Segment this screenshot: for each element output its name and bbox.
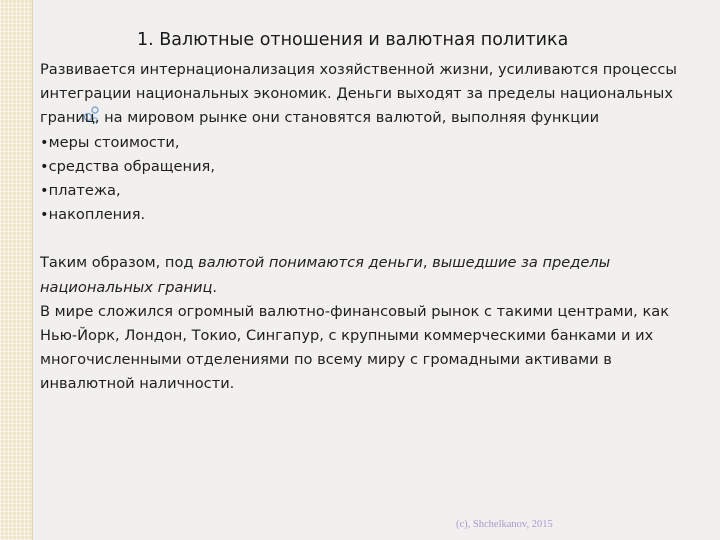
intro-paragraph: Развивается интернационализация хозяйственной жизни, усиливаются процессы интеграции национальных экономик. Деньги выходят за пределы национальных границ, на мировом рынке они становятся валютой, выполняя функции [40,61,677,127]
definition-emphasis-1: валютой понимаются деньги [198,254,423,272]
functions-list [40,131,700,228]
definition-period: . [212,278,218,296]
slide-title: 1. Валютные отношения и валютная политика [137,30,569,50]
paragraph-gap [40,227,700,251]
side-pattern [0,0,32,540]
definition-emphasis-2: вышедшие за пределы национальных границ [40,254,611,296]
definition-comma: , [422,254,428,272]
bullet-item: • накопления. [40,203,700,227]
bullet-item: • средства обращения, [40,155,700,179]
side-divider [32,0,33,540]
slide-body [40,58,700,397]
bullet-item: • платежа, [40,179,700,203]
definition-paragraph [40,251,700,299]
market-paragraph: В мире сложился огромный валютно-финансовый рынок с такими центрами, как Нью-Йорк, Лондон, Токио, Сингапур, с крупными коммерческими банками и их многочисленными отделениями по всему миру с громадными активами в инвалютной наличности. [40,302,670,393]
definition-text-start: Таким образом, под [40,254,199,272]
footer-copyright: (c), Shchelkanov, 2015 [456,519,553,530]
bullet-item: • меры стоимости, [40,131,700,155]
